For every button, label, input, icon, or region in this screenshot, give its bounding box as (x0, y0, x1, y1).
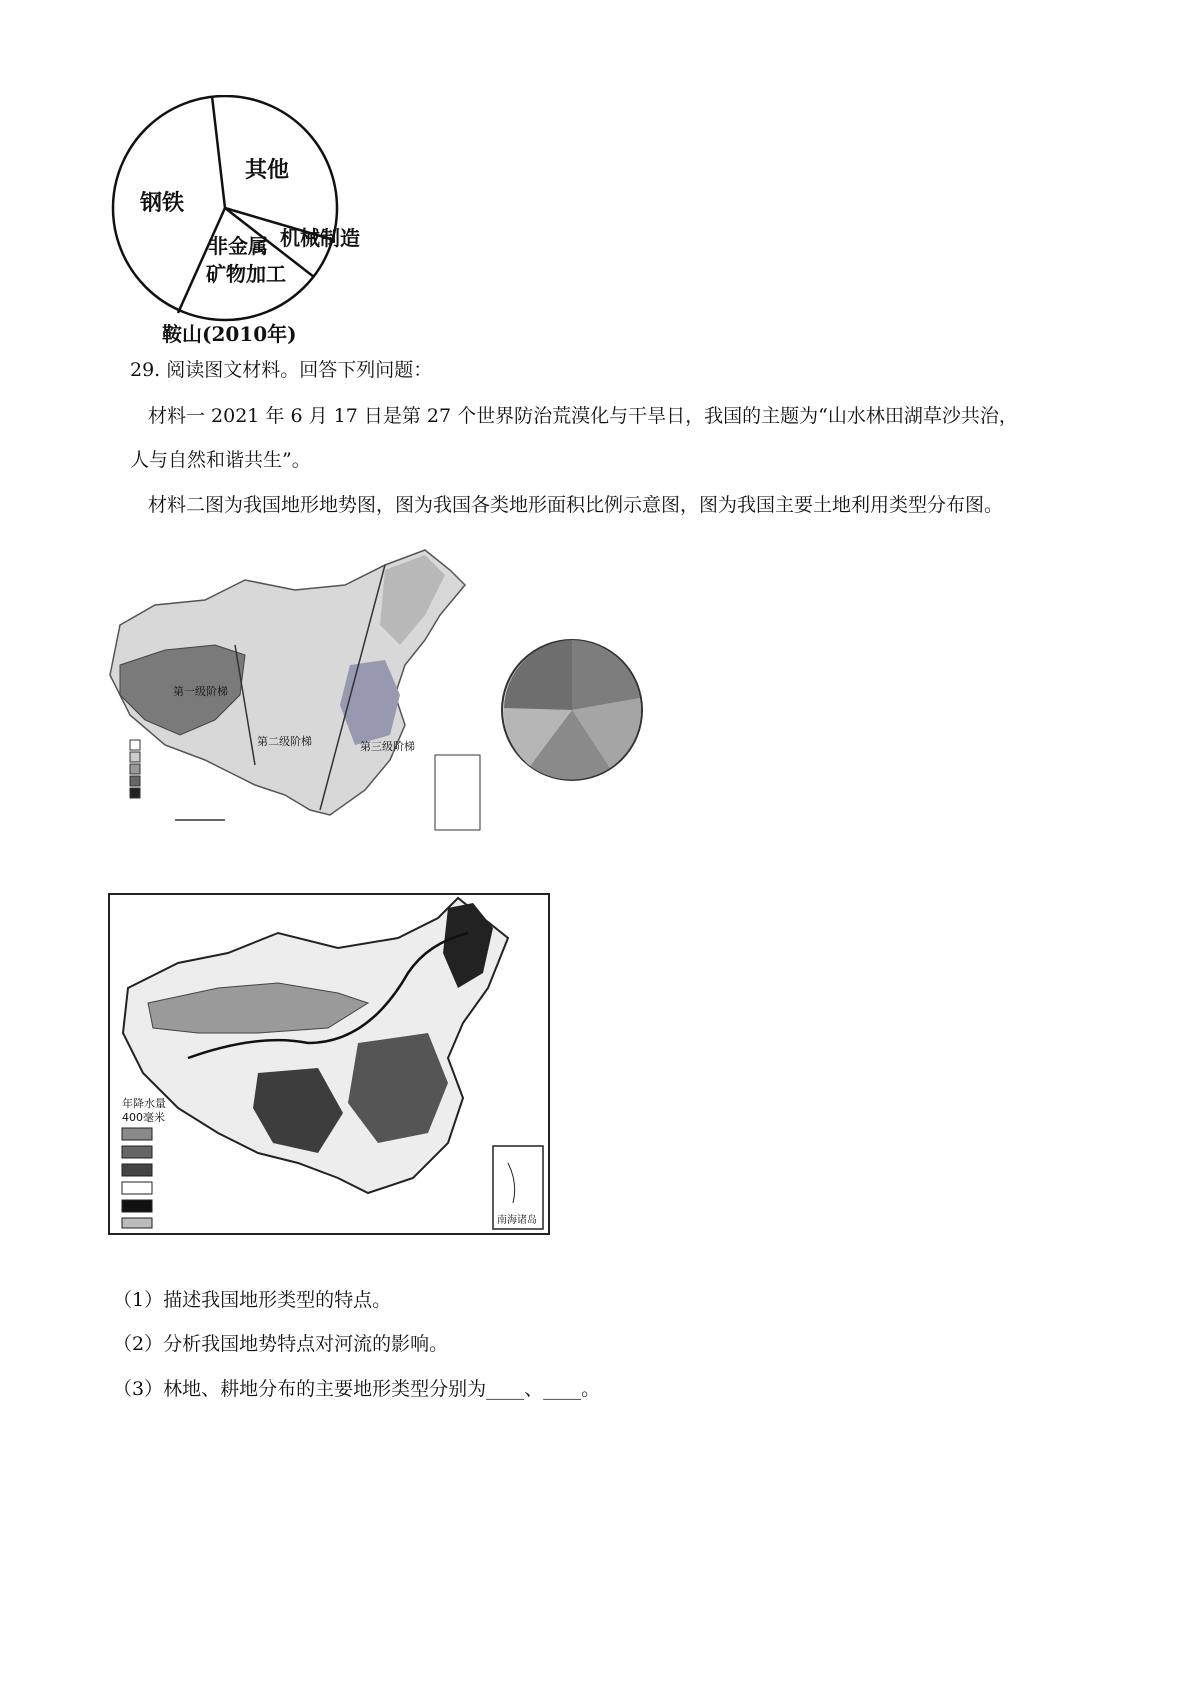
sub-question-1: （1）描述我国地形类型的特点。 (113, 1289, 392, 1311)
sub-question-3: （3）林地、耕地分布的主要地形类型分别为____、____。 (113, 1378, 601, 1400)
landuse-inset-caption: 南海诸岛 (497, 1215, 537, 1226)
question-heading: 29. 阅读图文材料。回答下列问题： (130, 359, 433, 381)
landuse-legend-title: 年降水量 (122, 1097, 166, 1110)
pie-label-mineral: 矿物加工 (206, 262, 286, 286)
terrain-map (95, 545, 490, 840)
terrain-proportion-figure (500, 638, 645, 783)
landuse-map (108, 893, 550, 1235)
pie-label-nonmetal: 非金属 (208, 234, 268, 258)
material-one-line1: 材料一 2021 年 6 月 17 日是第 27 个世界防治荒漠化与干旱日，我国的主题为“山水林田湖草沙共治， (148, 405, 1018, 427)
terrain-label-third: 第三级阶梯 (360, 740, 415, 753)
terrain-label-second: 第二级阶梯 (257, 735, 312, 748)
sub-question-2: （2）分析我国地势特点对河流的影响。 (113, 1333, 449, 1355)
material-two: 材料二图为我国地形地势图，图为我国各类地形面积比例示意图，图为我国主要土地利用类型分布图。 (148, 494, 1004, 516)
terrain-label-first: 第一级阶梯 (173, 685, 228, 698)
landuse-legend-title2: 400毫米 (122, 1111, 165, 1124)
south-sea-inset (435, 755, 480, 830)
pie-chart (100, 95, 380, 375)
terrain-legend (130, 740, 140, 798)
pie-label-machinery: 机械制造 (280, 226, 360, 250)
pie-label-other: 其他 (245, 157, 290, 183)
pie-label-steel: 钢铁 (140, 190, 185, 216)
pie-caption: 鞍山(2010年) (162, 322, 297, 346)
material-one-line2: 人与自然和谐共生”。 (130, 449, 311, 471)
